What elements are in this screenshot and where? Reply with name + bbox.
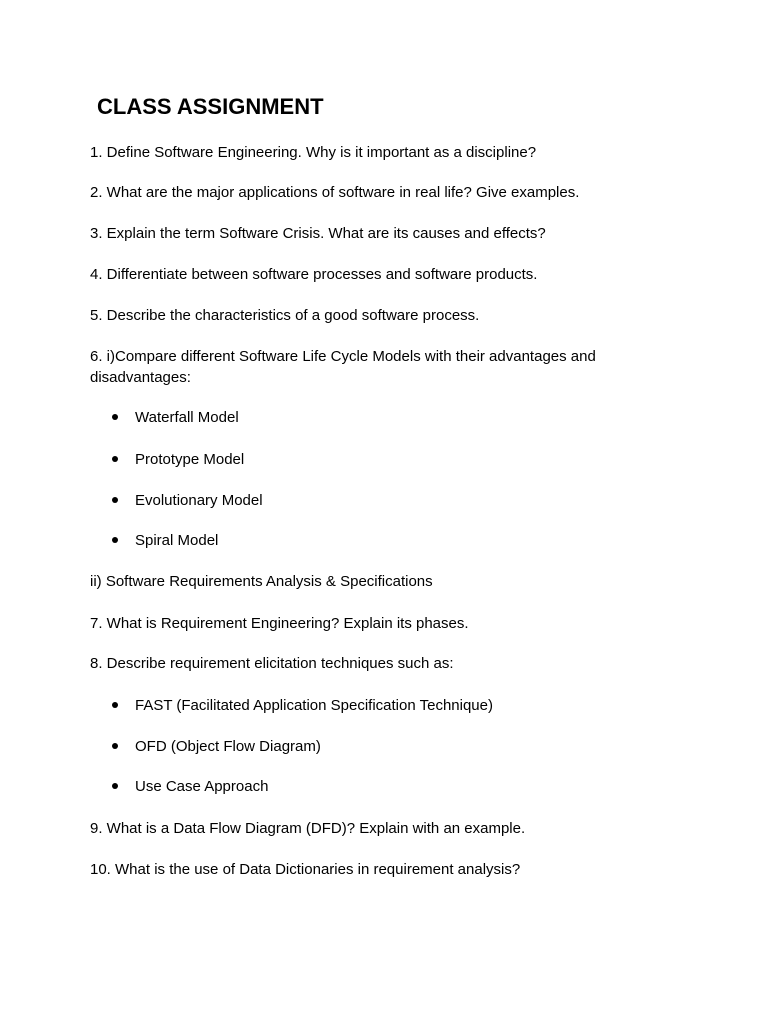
list-item [112, 736, 321, 757]
bullet-icon [112, 456, 118, 462]
question-7: 7. What is Requirement Engineering? Explain its phases. [90, 615, 469, 632]
bullet-icon [112, 783, 118, 789]
list-item [112, 449, 244, 470]
list-item [112, 407, 239, 428]
list-item [112, 695, 493, 716]
section-ii-heading: ii) Software Requirements Analysis & Specifications [90, 573, 433, 590]
list-item-label: Use Case Approach [135, 778, 269, 795]
question-6: 6. i)Compare different Software Life Cycle Models with their advantages and disadvantages: [90, 348, 596, 386]
list-item-label: Spiral Model [135, 532, 219, 549]
list-item-label: Waterfall Model [135, 409, 239, 426]
question-9: 9. What is a Data Flow Diagram (DFD)? Explain with an example. [90, 820, 526, 837]
question-8: 8. Describe requirement elicitation techniques such as: [90, 655, 454, 672]
bullet-icon [112, 702, 118, 708]
bullet-icon [112, 743, 118, 749]
list-item-label: Evolutionary Model [135, 492, 263, 509]
page-title: CLASS ASSIGNMENT [97, 94, 324, 119]
list-item [112, 490, 263, 511]
list-item [112, 530, 218, 551]
question-10: 10. What is the use of Data Dictionaries in requirement analysis? [90, 861, 521, 878]
bullet-icon [112, 414, 118, 420]
question-5: 5. Describe the characteristics of a good software process. [90, 307, 480, 324]
list-item-label: OFD (Object Flow Diagram) [135, 738, 321, 755]
list-item-label: Prototype Model [135, 451, 245, 468]
question-2: 2. What are the major applications of software in real life? Give examples. [90, 184, 580, 201]
bullet-icon [112, 537, 118, 543]
question-4: 4. Differentiate between software processes and software products. [90, 266, 538, 283]
list-item [112, 776, 268, 797]
list-item-label: FAST (Facilitated Application Specification Technique) [135, 697, 493, 714]
question-3: 3. Explain the term Software Crisis. What are its causes and effects? [90, 225, 546, 242]
bullet-icon [112, 497, 118, 503]
question-1: 1. Define Software Engineering. Why is it important as a discipline? [90, 144, 537, 161]
